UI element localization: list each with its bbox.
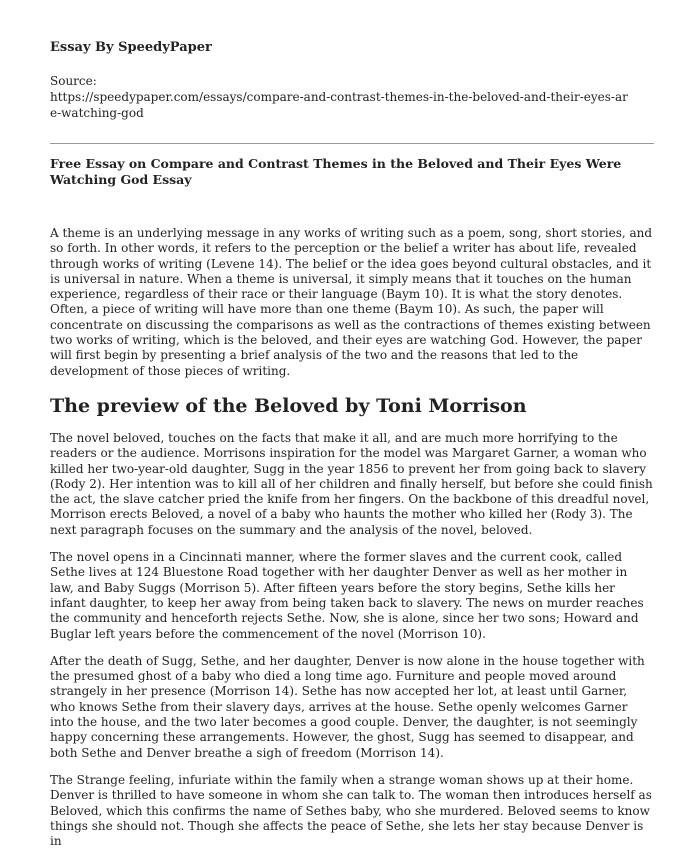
intro-paragraph: A theme is an underlying message in any works of writing such as a poem, song, short stories, and so forth. In other words, it refers to the perception or the belief a writer has about life, revealed through works of writing (Levene 14). The belief or the idea goes beyond cultural obstacles, and it is universal in nature. When a theme is universal, it simply means that it touches on the human experience, regardless of their race or their language (Baym 10). It is what the story denotes. Often, a piece of writing will have more than one theme (Baym 10). As such, the paper will concentrate on discussing the comparisons as well as the contractions of themes existing between two works of writing, which is the beloved, and their eyes are watching God. However, the paper will first begin by presenting a brief analysis of the two and the reasons that led to the development of those pieces of writing. (50, 226, 653, 378)
body-paragraph-2: The novel opens in a Cincinnati manner, where the former slaves and the current cook, called Sethe lives at 124 Bluestone Road together with her daughter Denver as well as her mother in law, and Baby Suggs (Morrison 5). After fifteen years before the story begins, Sethe kills her infant daughter, to keep her away from being taken back to slavery. The news on murder reaches the community and henceforth rejects Sethe. Now, she is alone, since her two sons; Howard and Buglar left years before the commencement of the novel (Morrison 10). (50, 550, 644, 641)
body-paragraph-3: After the death of Sugg, Sethe, and her daughter, Denver is now alone in the house together with the presumed ghost of a baby who died a long time ago. Furniture and people moved around strangely in her presence (Morrison 14). Sethe has now accepted her lot, at least until Garner, who knows Sethe from their slavery days, arrives at the house. Sethe openly welcomes Garner into the house, and the two later becomes a good couple. Denver, the daughter, is not seemingly happy concerning these arrangements. However, the ghost, Sugg has seemed to disappear, and both Sethe and Denver breathe a sigh of freedom (Morrison 14). (50, 653, 645, 760)
document-page (50, 40, 654, 861)
source-url: https://speedypaper.com/essays/compare-and-contrast-themes-in-the-beloved-and-their-eyes-are-watching-god (50, 90, 628, 120)
site-title: Essay By SpeedyPaper (50, 40, 212, 55)
header-divider (50, 143, 654, 144)
essay-title: Free Essay on Compare and Contrast Themes in the Beloved and Their Eyes Were Watching God Essay (50, 156, 622, 187)
body-paragraph-1: The novel beloved, touches on the facts that make it all, and are much more horrifying to the readers or the audience. Morrisons inspiration for the model was Margaret Garner, a woman who killed her two-year-old daughter, Sugg in the year 1856 to prevent her from going back to slavery (Rody 2). Her intention was to kill all of her children and finally herself, but before she could finish the act, the slave catcher pried the knife from her fingers. On the backbone of this dreadful novel, Morrison erects Beloved, a novel of a baby who haunts the mother who killed her (Rody 3). The next paragraph focuses on the summary and the analysis of the novel, beloved. (50, 430, 653, 537)
source-label: Source: (50, 74, 97, 88)
section-heading: The preview of the Beloved by Toni Morrison (50, 394, 527, 417)
body-paragraph-4: The Strange feeling, infuriate within the family when a strange woman shows up at their home. Denver is thrilled to have someone in whom she can talk to. The woman then introduces herself as Beloved, which this confirms the name of Sethes baby, who she murdered. Beloved seems to know things she should not. Though she affects the peace of Sethe, she lets her stay because Denver is in (50, 772, 652, 849)
